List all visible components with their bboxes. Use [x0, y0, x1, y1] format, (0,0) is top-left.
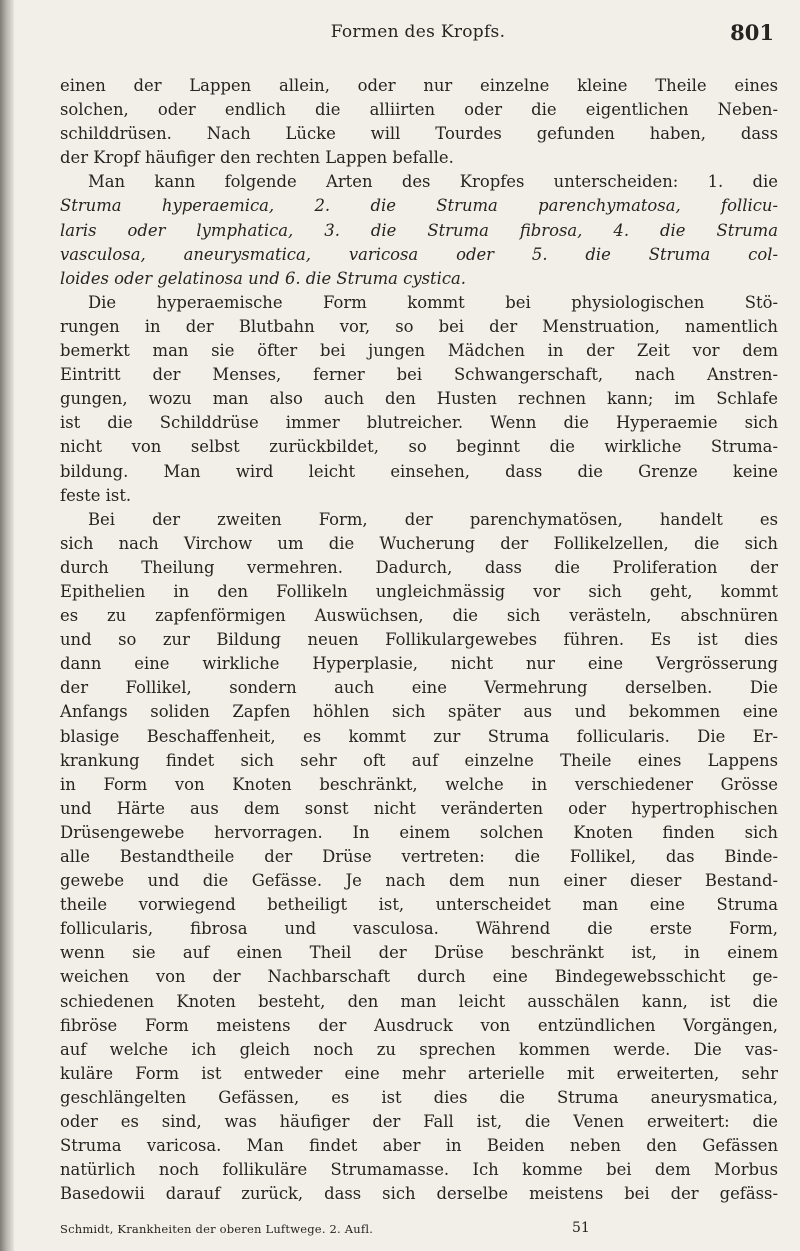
text-line: ist die Schilddrüse immer blutreicher. Wenn die Hyperaemie sich — [60, 413, 778, 433]
text-line: laris oder lymphatica, 3. die Struma fibrosa, 4. die Struma — [60, 220, 778, 240]
page-number: 801 — [730, 20, 774, 45]
text-line: krankung findet sich sehr oft auf einzelne Theile eines Lappens — [60, 750, 778, 770]
page-footer — [60, 1222, 778, 1240]
text-line: es zu zapfenförmigen Auswüchsen, die sich verästeln, abschnüren — [60, 606, 778, 626]
text-line: kuläre Form ist entweder eine mehr arterielle mit erweiterten, sehr — [60, 1063, 778, 1083]
text-line: Die hyperaemische Form kommt bei physiologischen Stö- — [88, 292, 778, 312]
text-line: geschlängelten Gefässen, es ist dies die Struma aneurysmatica, — [60, 1087, 778, 1107]
text-line: sich nach Virchow um die Wucherung der Follikelzellen, die sich — [60, 533, 778, 553]
text-line: Bei der zweiten Form, der parenchymatösen, handelt es — [88, 509, 778, 529]
text-line: bildung. Man wird leicht einsehen, dass die Grenze keine — [60, 461, 778, 481]
book-spine-shadow — [0, 0, 14, 1251]
text-line: theile vorwiegend betheiligt ist, unterscheidet man eine Struma — [60, 895, 778, 915]
text-line: der Follikel, sondern auch eine Vermehrung derselben. Die — [60, 678, 778, 698]
text-line: und so zur Bildung neuen Follikulargewebes führen. Es ist dies — [60, 630, 778, 650]
text-line: Man kann folgende Arten des Kropfes unterscheiden: 1. die — [88, 172, 778, 192]
text-line: solchen, oder endlich die alliirten oder die eigentlichen Neben- — [60, 100, 778, 120]
text-line: gewebe und die Gefässe. Je nach dem nun einer dieser Bestand- — [60, 871, 778, 891]
text-line: Anfangs soliden Zapfen höhlen sich später aus und bekommen eine — [60, 702, 778, 722]
text-line: follicularis, fibrosa und vasculosa. Während die erste Form, — [60, 919, 778, 939]
signature-mark: 51 — [572, 1220, 590, 1236]
text-line: Epithelien in den Follikeln ungleichmässig vor sich geht, kommt — [60, 581, 778, 601]
footer-reference: Schmidt, Krankheiten der oberen Luftwege. 2. Aufl. — [60, 1222, 374, 1236]
text-line: loides oder gelatinosa und 6. die Struma cystica. — [60, 268, 467, 288]
text-line: Basedowii darauf zurück, dass sich derselbe meistens bei der gefäss- — [60, 1184, 778, 1204]
page-header — [60, 22, 776, 52]
text-line: blasige Beschaffenheit, es kommt zur Struma follicularis. Die Er- — [60, 726, 778, 746]
text-line: oder es sind, was häufiger der Fall ist, die Venen erweitert: die — [60, 1112, 778, 1132]
text-line: natürlich noch follikuläre Strumamasse. Ich komme bei dem Morbus — [60, 1160, 778, 1180]
text-line: Struma hyperaemica, 2. die Struma parenchymatosa, follicu- — [60, 196, 778, 216]
text-line: wenn sie auf einen Theil der Drüse beschränkt ist, in einem — [60, 943, 778, 963]
text-line: schilddrüsen. Nach Lücke will Tourdes gefunden haben, dass — [60, 124, 778, 144]
text-line: in Form von Knoten beschränkt, welche in verschiedener Grösse — [60, 774, 778, 794]
text-line: vasculosa, aneurysmatica, varicosa oder 5. die Struma col- — [60, 244, 778, 264]
text-line: alle Bestandtheile der Drüse vertreten: die Follikel, das Binde- — [60, 847, 778, 866]
text-line: durch Theilung vermehren. Dadurch, dass die Proliferation der — [60, 557, 778, 577]
text-line: bemerkt man sie öfter bei jungen Mädchen in der Zeit vor dem — [60, 341, 778, 361]
text-line: rungen in der Blutbahn vor, so bei der Menstruation, namentlich — [60, 316, 778, 336]
text-line: und Härte aus dem sonst nicht veränderten oder hypertrophischen — [60, 798, 778, 818]
text-line: feste ist. — [60, 485, 132, 505]
text-line: Eintritt der Menses, ferner bei Schwangerschaft, nach Anstren- — [60, 365, 778, 385]
text-line: schiedenen Knoten besteht, den man leicht ausschälen kann, ist die — [60, 991, 778, 1011]
text-line: Struma varicosa. Man findet aber in Beiden neben den Gefässen — [60, 1136, 778, 1156]
text-line: einen der Lappen allein, oder nur einzelne kleine Theile eines — [60, 76, 778, 95]
text-line: gungen, wozu man also auch den Husten rechnen kann; im Schlafe — [60, 389, 778, 409]
text-line: auf welche ich gleich noch zu sprechen kommen werde. Die vas- — [60, 1039, 778, 1059]
text-line: nicht von selbst zurückbildet, so beginnt die wirkliche Struma- — [60, 437, 778, 457]
text-line: weichen von der Nachbarschaft durch eine Bindegewebsschicht ge- — [60, 967, 778, 987]
text-line: Drüsengewebe hervorragen. In einem solchen Knoten finden sich — [60, 822, 778, 842]
text-line: dann eine wirkliche Hyperplasie, nicht nur eine Vergrösserung — [60, 654, 778, 674]
running-title: Formen des Kropfs. — [330, 22, 506, 42]
text-line: fibröse Form meistens der Ausdruck von entzündlichen Vorgängen, — [60, 1015, 778, 1035]
body-text — [60, 74, 778, 1206]
text-line: der Kropf häufiger den rechten Lappen befalle. — [60, 148, 454, 168]
